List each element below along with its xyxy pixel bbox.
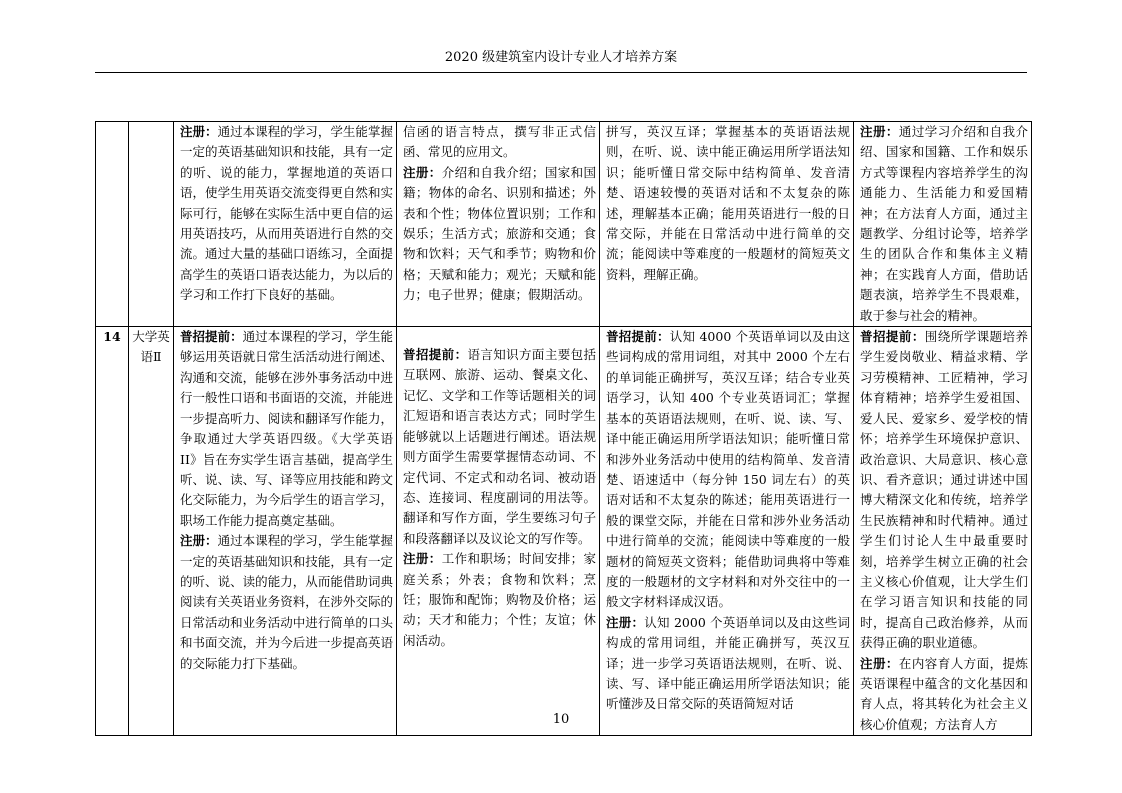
row-number-cell: 14	[96, 327, 129, 736]
putong-label: 普招提前：	[180, 329, 243, 345]
putong-label: 普招提前：	[403, 347, 468, 363]
objectives-zhuce-text: 通过本课程的学习，学生能掌握一定的英语基础知识和技能，具有一定的听、说的能力，掌握地道的英语口语，使学生用英语交流变得更自然和实际可行，能够在实际生活中更自信的运用英语技巧，从而用英语进行自然的交流。通过大量的基础口语练习，全面提高学生的英语口语表达能力，为以后的学习和工作打下良好的基础。	[180, 124, 393, 303]
content-putong-text: 语言知识方面主要包括互联网、旅游、运动、餐桌文化、记忆、文学和工作等话题相关的词汇短语和语言表达方式；同时学生能够就以上话题进行阐述。语法规则方面学生需要掌握情态动词、不定代词、不定式和动名词、被动语态、连接词、程度副词的用法等。翻译和写作方面，学生要练习句子和段落翻译以及议论文的写作等。	[403, 347, 596, 546]
content-cell	[397, 122, 600, 327]
zhuce-label: 注册：	[860, 124, 899, 139]
objectives-zhuce-text: 通过本课程的学习，学生能掌握一定的英语基础知识和技能，具有一定的听、说、读的能力，从而能借助词典阅读有关英语业务资料，在涉外交际的日常活动和业务活动中进行简单的口头和书面交流，并为今后进一步提高英语的交际能力打下基础。	[180, 533, 393, 671]
zhuce-label: 注册：	[403, 551, 442, 567]
page-header-title: 2020 级建筑室内设计专业人才培养方案	[444, 50, 678, 65]
content-continued-text: 信函的语言特点，撰写非正式信函、常见的应用文。	[403, 124, 596, 160]
objectives-putong-text: 通过本课程的学习，学生能够运用英语就日常生活活动进行阐述、沟通和交流，能够在涉外事务活动中进行一般性口语和书面语的交流，并能进一步提高听力、阅读和翻译写作能力，争取通过大学英语四级。《大学英语 II》旨在夯实学生语言基础，提高学生听、说、读、写、译等应用技能和跨文化交际能力，为今后学生的语言学习，职场工作能力提高奠定基础。	[180, 329, 393, 528]
content-zhuce-text: 工作和职场；时间安排；家庭关系；外表；食物和饮料；烹饪；服饰和配饰；购物及价格；运动；天才和能力；个性；友谊；休闲活动。	[403, 551, 596, 648]
requirements-putong-text: 认知 4000 个英语单词以及由这些词构成的常用词组，对其中 2000 个左右的单词能正确拼写，英汉互译；结合专业英语学习，认知 400 个专业英语词汇；掌握基本的英语语法规则，在听、说、读、写、译中能正确运用所学语法知识；能听懂日常和涉外业务活动中使用的结构简单、发音清楚、语速适中（每分钟 150 词左右）的英语对话和不太复杂的陈述；能用英语进行一般的课堂交际，并能在日常和涉外业务活动中进行简单的交流；能阅读中等难度的一般题材的简短英文资料；能借助词典将中等难度的一般题材的文字材料和对外交往中的一般文字材料译成汉语。	[606, 329, 850, 610]
course-name-cell	[129, 122, 174, 327]
ideology-zhuce-text: 通过学习介绍和自我介绍、国家和国籍、工作和娱乐方式等课程内容培养学生的沟通能力、生活能力和爱国精神；在方法育人方面，通过主题教学、分组讨论等，培养学生的团队合作和集体主义精神；在实践育人方面，借助话题表演，培养学生不畏艰难，敢于参与社会的精神。	[860, 124, 1028, 323]
objectives-cell	[174, 327, 397, 736]
zhuce-label: 注册：	[606, 614, 645, 630]
ideology-zhuce-text: 在内容育人方面，提炼英语课程中蕴含的文化基因和育人点，将其转化为社会主义核心价值观；方法育人方	[860, 655, 1028, 732]
putong-label: 普招提前：	[860, 329, 925, 345]
content-zhuce-text: 介绍和自我介绍；国家和国籍；物体的命名、识别和描述；外表和个性；物体位置识别；工作和娱乐；生活方式；旅游和交通；食物和饮料；天气和季节；购物和价格；天赋和能力；观光；天赋和能力；电子世界；健康；假期活动。	[403, 164, 596, 303]
zhuce-label: 注册：	[403, 164, 442, 180]
zhuce-label: 注册：	[180, 533, 218, 549]
row-number-cell	[96, 122, 129, 327]
requirements-zhuce-text: 认知 2000 个英语单词以及由这些词构成的常用词组，并能正确拼写，英汉互译；进一步学习英语语法规则，在听、说、读、写、译中能正确运用所学语法知识；能听懂涉及日常交际的英语简短对话	[606, 614, 850, 712]
ideology-cell	[854, 327, 1032, 736]
requirements-continued-text: 拼写，英汉互译；掌握基本的英语语法规则，在听、说、读中能正确运用所学语法知识；能听懂日常交际中结构简单、发音清楚、语速较慢的英语对话和不太复杂的陈述，理解基本正确；能用英语进行一般的日常交际，并能在日常活动中进行简单的交流；能阅读中等难度的一般题材的简短英文资料，理解正确。	[606, 124, 850, 282]
header-rule	[95, 72, 1027, 73]
putong-label: 普招提前：	[606, 329, 670, 345]
requirements-cell	[600, 327, 854, 736]
zhuce-label: 注册：	[180, 124, 218, 139]
requirements-cell	[600, 122, 854, 327]
table-row	[96, 122, 1032, 327]
zhuce-label: 注册：	[860, 655, 899, 671]
ideology-cell	[854, 122, 1032, 327]
objectives-cell	[174, 122, 397, 327]
table-row	[96, 327, 1032, 736]
content-cell	[397, 327, 600, 736]
course-name-cell: 大学英语Ⅱ	[129, 327, 174, 736]
ideology-putong-text: 围绕所学课题培养学生爱岗敬业、精益求精、学习劳模精神、工匠精神，学习体育精神；培养学生爱祖国、爱人民、爱家乡、爱学校的情怀；培养学生环境保护意识、政治意识、大局意识、核心意识、看齐意识；通过讲述中国博大精深文化和传统，培养学生民族精神和时代精神。通过学生们讨论人生中最重要时刻，培养学生树立正确的社会主义核心价值观，让大学生们在学习语言知识和技能的同时，提高自己政治修养，从而获得正确的职业道德。	[860, 329, 1028, 651]
page-number: 10	[552, 712, 570, 727]
curriculum-table	[95, 121, 1032, 736]
